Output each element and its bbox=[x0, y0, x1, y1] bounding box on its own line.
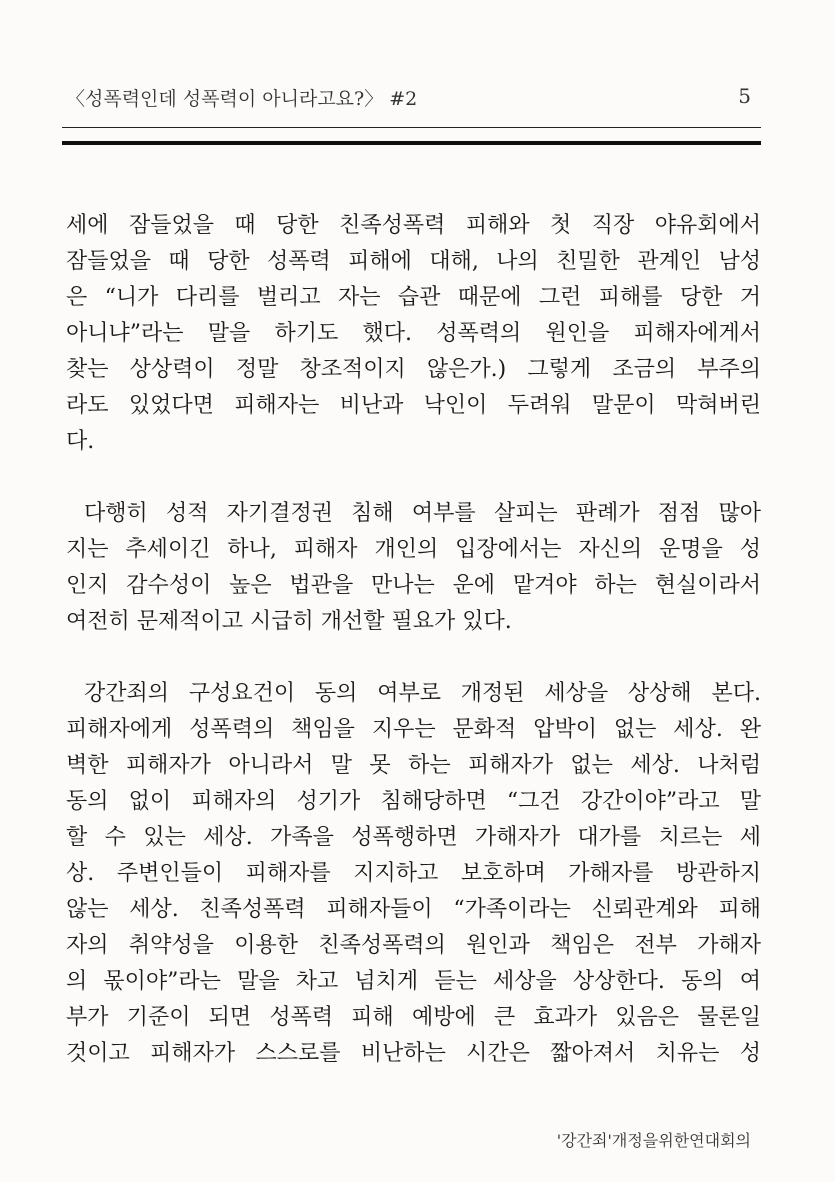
text-line: 다. bbox=[66, 429, 95, 454]
page-number: 5 bbox=[738, 84, 751, 108]
body-text bbox=[66, 208, 761, 1072]
text-line: 아니냐”라는 말을 하기도 했다. 성폭력의 원인을 피해자에게서 bbox=[66, 321, 761, 346]
text-line: 찾는 상상력이 정말 창조적이지 않은가.) 그렇게 조금의 부주의 bbox=[66, 357, 761, 382]
text-line: 동의 없이 피해자의 성기가 침해당하면 “그건 강간이야”라고 말 bbox=[66, 789, 761, 814]
text-line: 세에 잠들었을 때 당한 친족성폭력 피해와 첫 직장 야유회에서 bbox=[66, 213, 761, 238]
text-line: 벽한 피해자가 아니라서 말 못 하는 피해자가 없는 세상. 나처럼 bbox=[66, 753, 761, 778]
text-line: 은 “니가 다리를 벌리고 자는 습관 때문에 그런 피해를 당한 거 bbox=[66, 285, 761, 310]
text-line: 않는 세상. 친족성폭력 피해자들이 “가족이라는 신뢰관계와 피해 bbox=[66, 897, 761, 922]
paragraph-gap bbox=[66, 640, 761, 676]
text-line: 자의 취약성을 이용한 친족성폭력의 원인과 책임은 전부 가해자 bbox=[66, 933, 761, 958]
text-line: 인지 감수성이 높은 법관을 만나는 운에 맡겨야 하는 현실이라서 bbox=[66, 573, 761, 598]
paragraph-2 bbox=[66, 496, 761, 640]
header-rule-thin bbox=[62, 127, 761, 128]
paragraph-3 bbox=[66, 676, 761, 1072]
text-line: 할 수 있는 세상. 가족을 성폭행하면 가해자가 대가를 치르는 세 bbox=[66, 825, 761, 850]
text-line: 다행히 성적 자기결정권 침해 여부를 살피는 판례가 점점 많아 bbox=[84, 501, 761, 526]
text-line: 지는 추세이긴 하나, 피해자 개인의 입장에서는 자신의 운명을 성 bbox=[66, 537, 761, 562]
header-title: 〈성폭력인데 성폭력이 아니라고요?〉 #2 bbox=[66, 88, 418, 110]
text-line: 피해자에게 성폭력의 책임을 지우는 문화적 압박이 없는 세상. 완 bbox=[66, 717, 761, 742]
text-line: 상. 주변인들이 피해자를 지지하고 보호하며 가해자를 방관하지 bbox=[66, 861, 761, 886]
footer-organization: '강간죄'개정을위한연대회의 bbox=[556, 1131, 751, 1150]
text-line: 부가 기준이 되면 성폭력 피해 예방에 큰 효과가 있음은 물론일 bbox=[66, 1005, 761, 1030]
paragraph-1 bbox=[66, 208, 761, 460]
text-line: 강간죄의 구성요건이 동의 여부로 개정된 세상을 상상해 본다. bbox=[84, 681, 761, 706]
text-line: 라도 있었다면 피해자는 비난과 낙인이 두려워 말문이 막혀버린 bbox=[66, 393, 761, 418]
text-line: 여전히 문제적이고 시급히 개선할 필요가 있다. bbox=[66, 609, 512, 634]
text-line: 것이고 피해자가 스스로를 비난하는 시간은 짧아져서 치유는 성 bbox=[66, 1041, 761, 1066]
header-rule-thick bbox=[62, 141, 761, 145]
text-line: 의 몫이야”라는 말을 차고 넘치게 듣는 세상을 상상한다. 동의 여 bbox=[66, 969, 761, 994]
paragraph-gap bbox=[66, 460, 761, 496]
text-line: 잠들었을 때 당한 성폭력 피해에 대해, 나의 친밀한 관계인 남성 bbox=[66, 249, 761, 274]
